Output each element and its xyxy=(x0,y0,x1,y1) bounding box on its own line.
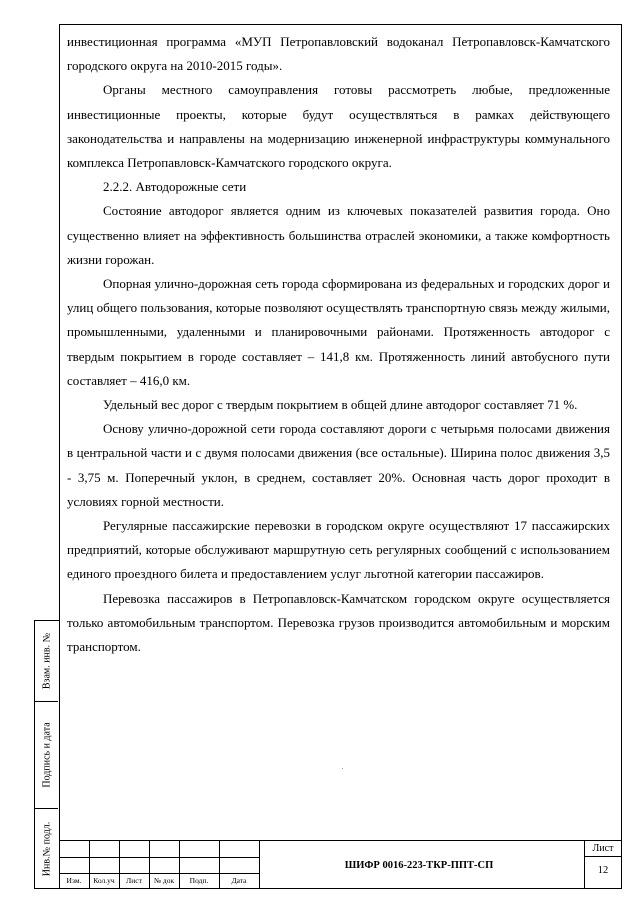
sheet-number: 12 xyxy=(597,865,609,876)
paragraph: Опорная улично-дорожная сеть города сформирована из федеральных и городских дорог и улиц общего пользования, которые позволяют осуществлять транспортную связь между жилыми, промышленными, удаленными и планировочными районами. Протяженность автодорог с твердым покрытием в городе составляет – 141,8 км. Протяженность линий автобусного пути составляет – 416,0 км. xyxy=(67,276,610,388)
side-cell-podpis xyxy=(35,702,58,809)
header-kol-uch: Кол.уч xyxy=(93,876,115,885)
document-body xyxy=(67,30,610,659)
section-heading: 2.2.2. Автодорожные сети xyxy=(103,179,247,195)
title-block xyxy=(59,840,622,889)
side-label-vzam: Взам. инв. № xyxy=(41,632,52,690)
sheet-label: Лист xyxy=(592,843,614,854)
paragraph: Удельный вес дорог с твердым покрытием в общей длине автодорог составляет 71 %. xyxy=(103,397,578,413)
title-block-rule xyxy=(59,873,259,874)
document-cipher: ШИФР 0016-223-ТКР-ППТ-СП xyxy=(344,860,494,871)
header-doc-number: № док xyxy=(153,876,175,885)
paragraph: Регулярные пассажирские перевозки в городском округе осуществляют 17 пассажирских предприятий, которые обслуживают маршрутную сеть регулярных сообщений с использованием единого проездного билета и предоставлением услуг льготной категории пассажиров. xyxy=(67,518,610,582)
paragraph: Основу улично-дорожной сети города составляют дороги с четырьмя полосами движения в центральной части и с двумя полосами движения (все остальные). Ширина полос движения 3,5 - 3,75 м. Поперечный уклон, в среднем, составляет 20%. Основная часть дорог проходит в условиях горной местности. xyxy=(67,421,610,509)
header-list: Лист xyxy=(126,876,142,885)
side-cell-inv xyxy=(35,809,58,888)
side-stamp xyxy=(34,620,59,889)
header-date: Дата xyxy=(231,876,247,885)
title-block-rule xyxy=(59,857,259,858)
header-signature: Подп. xyxy=(189,876,209,885)
side-label-inv: Инв.№ подл. xyxy=(41,821,52,876)
paragraph: Перевозка пассажиров в Петропавловск-Камчатском городском округе осуществляется только автомобильным транспортом. Перевозка грузов производится автомобильным и морским транспортом. xyxy=(67,590,610,655)
paragraph: Состояние автодорог является одним из ключевых показателей развития города. Оно существенно влияет на эффективность большинства отраслей экономики, а также комфортность жизни горожан. xyxy=(67,203,610,267)
title-block-rule xyxy=(584,856,622,857)
paragraph: инвестиционная программа «МУП Петропавловский водоканал Петропавловск-Камчатского городского округа на 2010-2015 годы». xyxy=(67,34,610,74)
stray-dot xyxy=(342,768,343,769)
side-cell-vzam xyxy=(35,621,58,702)
paragraph: Органы местного самоуправления готовы рассмотреть любые, предложенные инвестиционные проекты, которые будут осуществляться в рамках действующего законодательства и направлены на модернизацию инженерной инфраструктуры коммунального комплекса Петропавловск-Камчатского городского округа. xyxy=(67,82,610,171)
header-izm: Изм. xyxy=(66,876,82,885)
side-label-podpis: Подпись и дата xyxy=(41,722,52,788)
